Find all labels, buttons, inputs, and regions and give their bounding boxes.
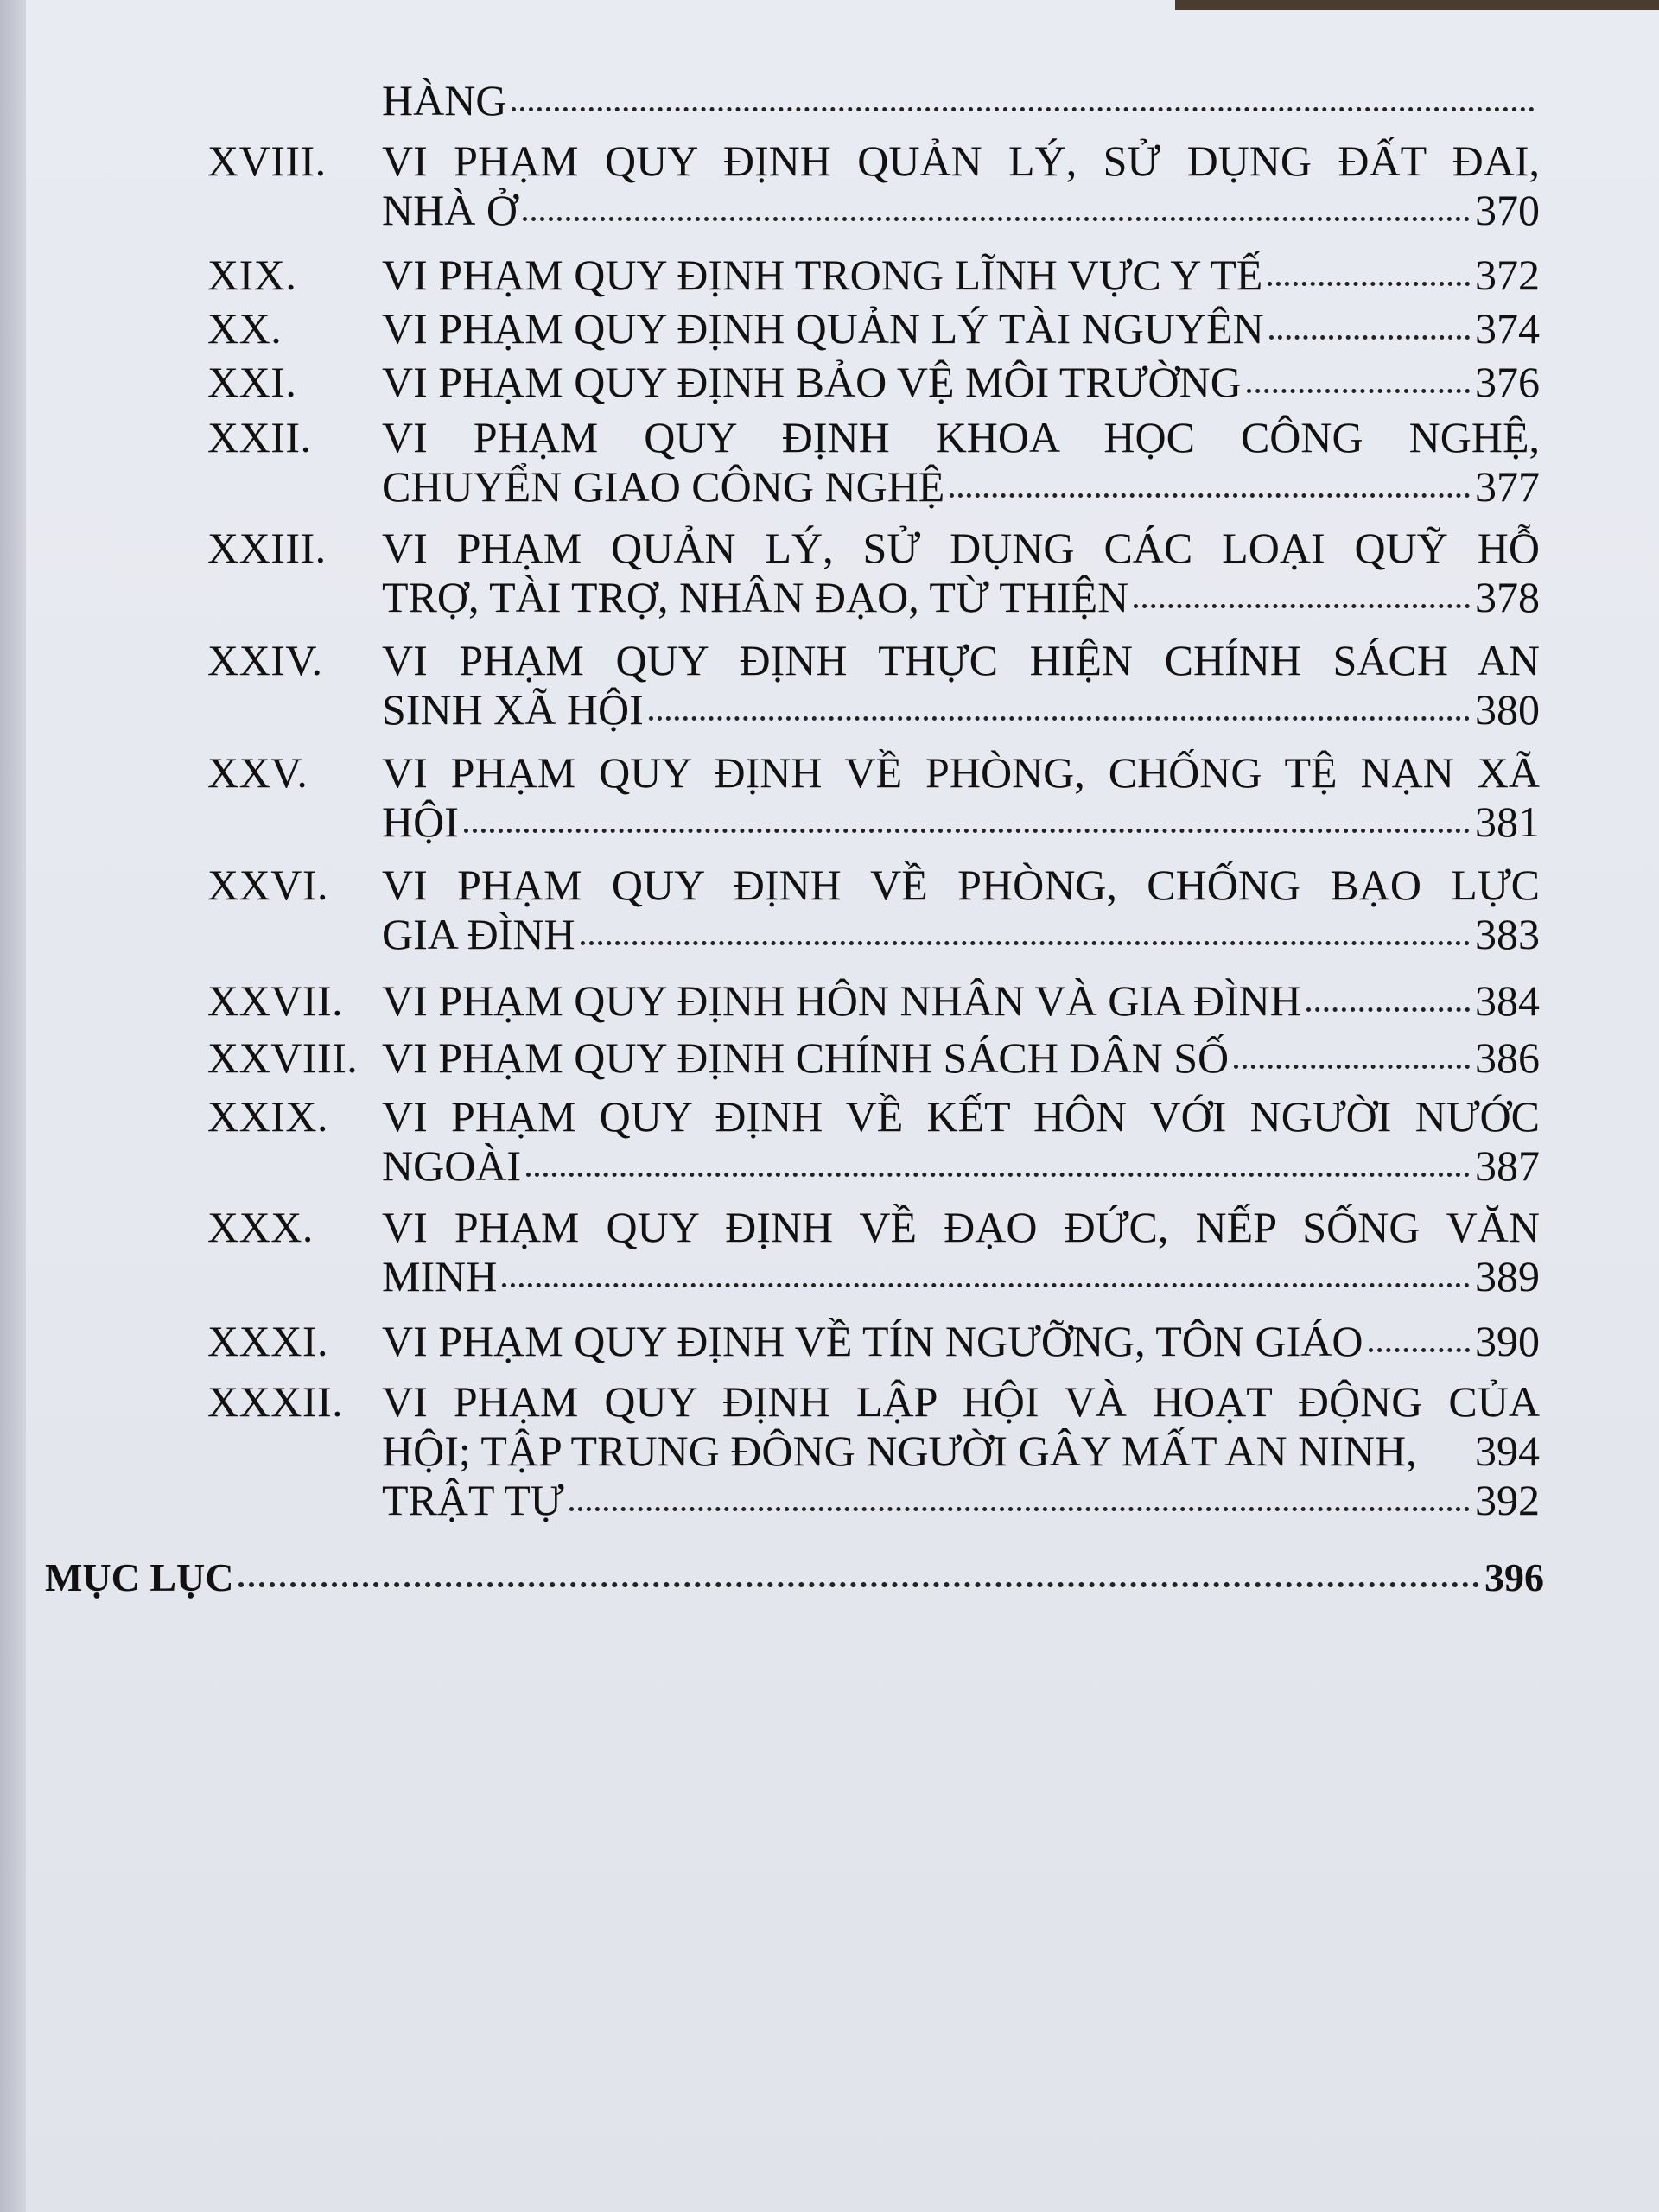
page-binding-edge	[0, 0, 26, 2212]
toc-entry-title: VI PHẠM QUY ĐỊNH VỀ TÍN NGƯỠNG, TÔN GIÁO	[382, 1317, 1363, 1365]
toc-page-number: 384	[1475, 976, 1540, 1025]
toc-entry-title: VI PHẠM QUY ĐỊNH HÔN NHÂN VÀ GIA ĐÌNH	[382, 976, 1301, 1025]
toc-final-label: MỤC LỤC	[45, 1555, 234, 1599]
dot-leader	[1269, 301, 1470, 340]
toc-page-number: 380	[1475, 685, 1540, 734]
toc-entry-line: VI PHẠM QUY ĐỊNH QUẢN LÝ, SỬ DỤNG ĐẤT ĐAI,	[382, 137, 1540, 185]
toc-entry-number: XXXI.	[207, 1317, 328, 1365]
toc-entry-title: VI PHẠM QUY ĐỊNH CHÍNH SÁCH DÂN SỐ	[382, 1033, 1230, 1082]
dot-leader	[523, 182, 1470, 221]
toc-entry-title: GIA ĐÌNH	[382, 910, 575, 958]
toc-entry-title: VI PHẠM QUY ĐỊNH BẢO VỆ MÔI TRƯỜNG	[382, 358, 1242, 406]
toc-page-number: 390	[1475, 1317, 1540, 1365]
toc-page-number: 392	[1475, 1476, 1540, 1524]
toc-page-number: 389	[1475, 1252, 1540, 1300]
dot-leader	[1268, 247, 1470, 286]
toc-entry-line: HỘI; TẬP TRUNG ĐÔNG NGƯỜI GÂY MẤT AN NINH,	[382, 1427, 1417, 1475]
toc-entry-number: XXXII.	[207, 1377, 344, 1426]
toc-entry-line: VI PHẠM QUẢN LÝ, SỬ DỤNG CÁC LOẠI QUỸ HỖ	[382, 524, 1540, 572]
dot-leader	[238, 1548, 1479, 1587]
toc-entry-number: XXVI.	[207, 861, 328, 909]
toc-continued-text: HÀNG	[382, 76, 507, 124]
dot-leader	[1369, 1313, 1471, 1352]
toc-entry-number: XX.	[207, 304, 283, 353]
dot-leader	[581, 906, 1470, 945]
toc-entry-number: XXI.	[207, 358, 297, 406]
toc-entry-number: XIX.	[207, 251, 297, 299]
toc-entry-title: VI PHẠM QUY ĐỊNH QUẢN LÝ TÀI NGUYÊN	[382, 304, 1264, 353]
toc-entry-number: XXIII.	[207, 524, 327, 572]
toc-entry-title: HỘI	[382, 798, 459, 846]
toc-entry-title: MINH	[382, 1252, 498, 1300]
toc-entry-title: SINH XÃ HỘI	[382, 685, 644, 734]
toc-entry-title: CHUYỂN GIAO CÔNG NGHỆ	[382, 462, 945, 511]
toc-entry-number: XXVIII.	[207, 1033, 359, 1082]
dot-leader	[1247, 354, 1470, 393]
toc-final-page-number: 396	[1484, 1555, 1544, 1599]
toc-entry-number: XVIII.	[207, 137, 327, 185]
toc-entry-number: XXII.	[207, 413, 312, 461]
dot-leader	[1134, 569, 1470, 608]
toc-entry-title: VI PHẠM QUY ĐỊNH TRONG LĨNH VỰC Y TẾ	[382, 251, 1263, 299]
toc-page-number: 376	[1475, 358, 1540, 406]
dot-leader	[1234, 1030, 1470, 1069]
toc-page-number: 394	[1475, 1427, 1540, 1475]
book-page	[26, 0, 1659, 2212]
dot-leader	[569, 1472, 1470, 1511]
dot-leader	[464, 794, 1470, 833]
toc-entry-title: NHÀ Ở	[382, 186, 518, 234]
toc-entry-line: VI PHẠM QUY ĐỊNH LẬP HỘI VÀ HOẠT ĐỘNG CỦA	[382, 1377, 1540, 1426]
dot-leader	[526, 1138, 1470, 1177]
toc-entry-number: XXX.	[207, 1203, 314, 1251]
toc-page-number: 383	[1475, 910, 1540, 958]
toc-entry-line: VI PHẠM QUY ĐỊNH VỀ PHÒNG, CHỐNG TỆ NẠN XÃ	[382, 748, 1540, 797]
toc-entry-title: TRỢ, TÀI TRỢ, NHÂN ĐẠO, TỪ THIỆN	[382, 573, 1129, 621]
toc-page-number: 381	[1475, 798, 1540, 846]
toc-entry-line: VI PHẠM QUY ĐỊNH VỀ PHÒNG, CHỐNG BẠO LỰC	[382, 861, 1540, 909]
table-of-contents	[26, 0, 1659, 2212]
toc-entry-line: VI PHẠM QUY ĐỊNH THỰC HIỆN CHÍNH SÁCH AN	[382, 636, 1540, 684]
toc-entry-number: XXIX.	[207, 1092, 328, 1141]
toc-page-number: 387	[1475, 1141, 1540, 1190]
toc-page-number: 372	[1475, 251, 1540, 299]
toc-entry-line: VI PHẠM QUY ĐỊNH VỀ KẾT HÔN VỚI NGƯỜI NƯỚC	[382, 1092, 1540, 1141]
toc-entry-title: TRẬT TỰ	[382, 1476, 564, 1524]
toc-entry-line: VI PHẠM QUY ĐỊNH VỀ ĐẠO ĐỨC, NẾP SỐNG VĂN	[382, 1203, 1540, 1251]
toc-page-number: 386	[1475, 1033, 1540, 1082]
toc-page-number: 370	[1475, 186, 1540, 234]
line-spacer	[1422, 1427, 1470, 1462]
dot-leader	[649, 682, 1470, 721]
dot-leader	[1306, 973, 1470, 1012]
toc-page-number: 377	[1475, 462, 1540, 511]
toc-final-entry[interactable]	[45, 1551, 1544, 1602]
toc-page-number: 374	[1475, 304, 1540, 353]
toc-page-number: 378	[1475, 573, 1540, 621]
toc-entry-number: XXIV.	[207, 636, 323, 684]
dot-leader	[950, 459, 1470, 498]
toc-entry-number: XXVII.	[207, 976, 344, 1025]
dot-leader	[512, 73, 1535, 111]
toc-entry-number: XXV.	[207, 748, 308, 797]
toc-entry-title: NGOÀI	[382, 1141, 522, 1190]
dot-leader	[502, 1249, 1470, 1287]
toc-entry-line: VI PHẠM QUY ĐỊNH KHOA HỌC CÔNG NGHỆ,	[382, 413, 1540, 461]
